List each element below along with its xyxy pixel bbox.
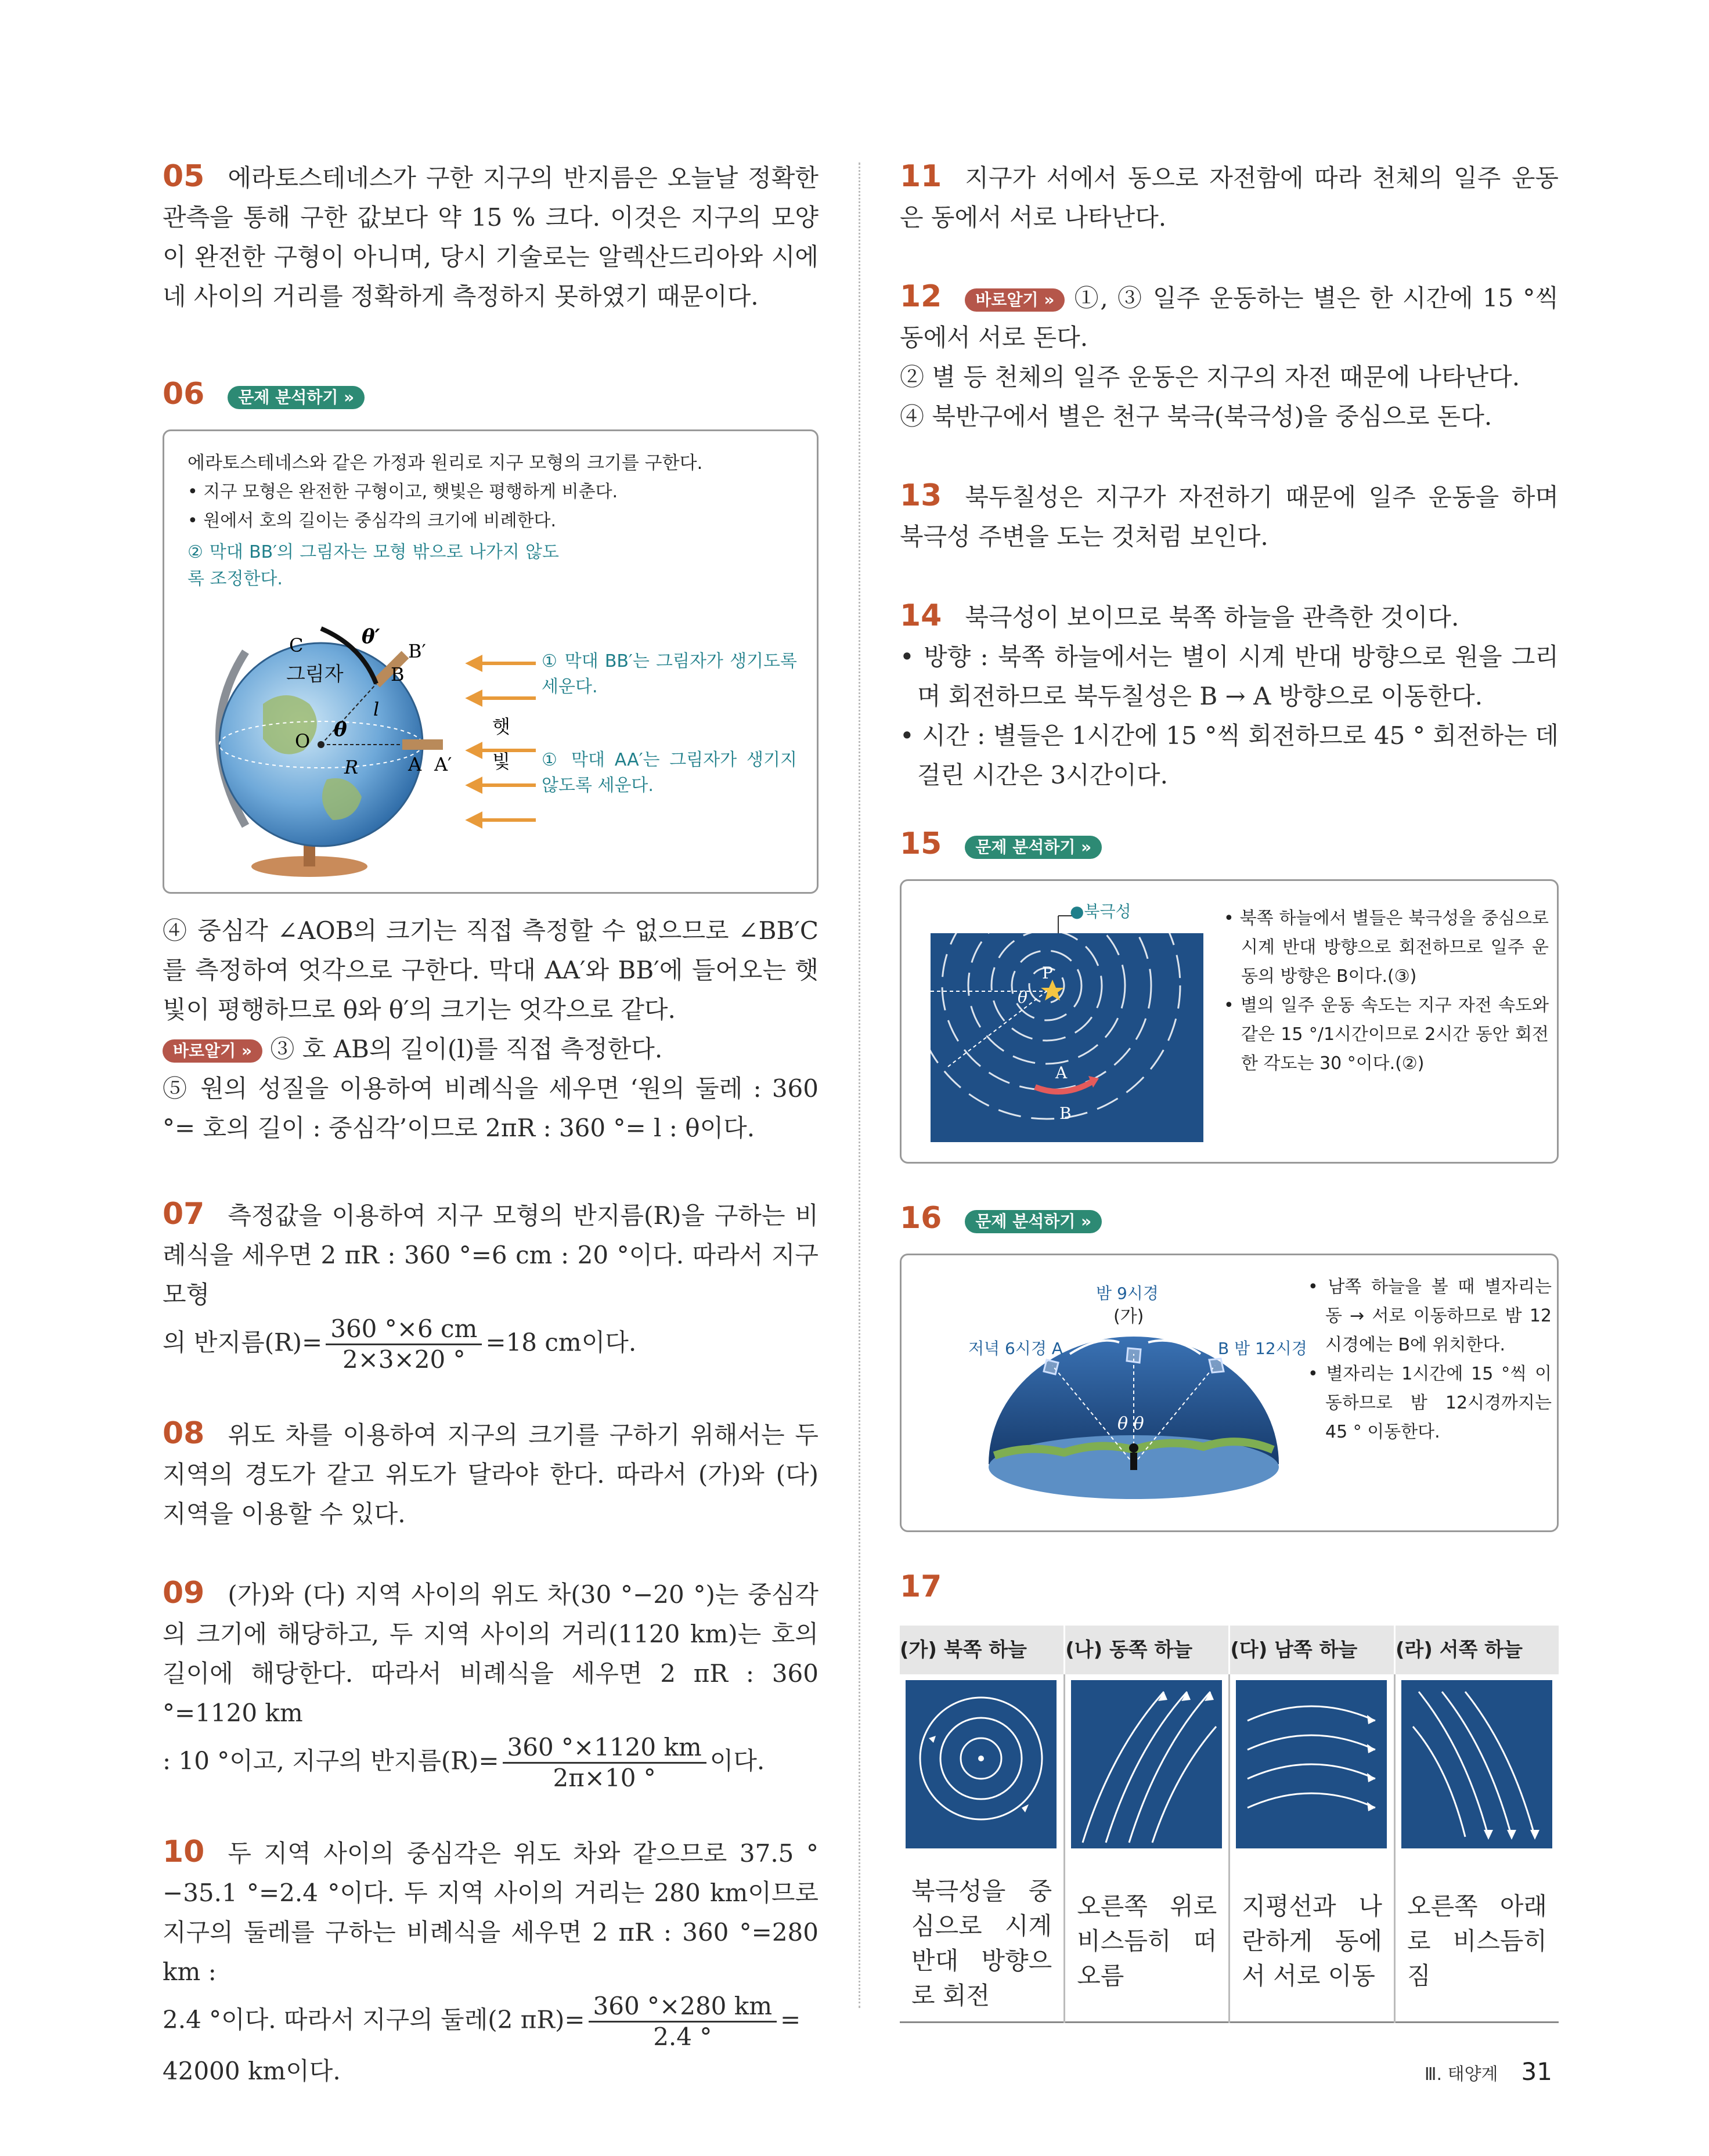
answer-text: 북두칠성은 지구가 자전하기 때문에 일주 운동을 하며 북극성 주변을 도는 것처럼 보인다. [900,483,1559,551]
label-r: R [344,756,359,778]
item-number: 15 [900,826,942,861]
table-header: (가) 북쪽 하늘 [900,1626,1065,1674]
item-number: 12 [900,279,942,314]
left-column [163,157,819,2130]
table-header: (라) 서쪽 하늘 [1395,1626,1559,1674]
desc-north: 북극성을 중심으로 시계 반대 방향으로 회전 [911,1877,1052,2010]
correction-line [163,1030,819,1069]
denominator: 2×3×20 ° [342,1345,466,1374]
box-bullet: • 원에서 호의 길이는 중심각의 크기에 비례한다. [188,511,557,531]
analysis-box [163,429,819,894]
answer-text: 지구가 서에서 동으로 자전함에 따라 천체의 일주 운동은 동에서 서로 나타난다. [900,164,1559,232]
analysis-bullet [1224,904,1549,1078]
east-star-trails [1071,1680,1222,1848]
label-p: P [1042,963,1053,983]
analysis-badge: 문제 분석하기 » [965,1210,1102,1233]
note-2: ② 막대 BB′의 그림자는 모형 밖으로 나가지 않도록 조정한다. [188,542,559,589]
north-star-trails [906,1680,1057,1848]
table-header: (나) 동쪽 하늘 [1065,1626,1230,1674]
label-polaris: ●북극성 [1070,902,1131,921]
label-9pm: 밤 9시경 [1096,1284,1159,1303]
label-a-prime: A′ [434,753,452,775]
item-number: 05 [163,159,205,194]
answer-text: 측정값을 이용하여 지구 모형의 반지름(R)을 구하는 비례식을 세우면 2 πR : 360 °=6 cm : 20 °이다. 따라서 지구 모형 [163,1201,819,1309]
table-header-row [900,1626,1559,1674]
answer-11 [900,157,1559,237]
answer-10 [163,1832,819,2091]
answer-08 [163,1414,819,1534]
answer-13 [900,476,1559,557]
label-b-prime: B′ [408,640,426,662]
item-number: 10 [163,1834,205,1869]
fraction [503,1733,706,1793]
sunlight-arrows [469,658,536,826]
analysis-box [900,879,1559,1164]
formula-prefix: 2.4 °이다. 따라서 지구의 둘레(2 πR)= [163,2005,585,2034]
table-header: (다) 남쪽 하늘 [1230,1626,1395,1674]
label-theta-prime: θ′ [362,625,380,648]
label-theta: θ [334,718,347,741]
answer-06 [163,374,819,1148]
label-c: C [289,634,304,656]
answer-12 [900,277,1559,436]
note-1a: ① 막대 BB′는 그림자가 생기도록 세운다. [542,651,797,697]
answer-text: 두 지역 사이의 중심각은 위도 차와 같으므로 37.5 °−35.1 °=2.4 °이다. 두 지역 사이의 거리는 280 km이므로 지구의 둘레를 구하는 비례식을 세우면 2 πR : 360 °=280 km : [163,1839,819,1986]
answer-17 [900,1567,1559,2023]
west-star-trails [1401,1680,1552,1848]
formula-suffix: =18 cm이다. [485,1328,637,1357]
fraction [326,1314,482,1374]
fraction [589,1992,777,2052]
label-a: A [408,753,422,775]
analysis-badge: 문제 분석하기 » [965,836,1102,859]
answer-text: 북극성이 보이므로 북쪽 하늘을 관측한 것이다. [965,603,1459,631]
correction-badge: 바로알기 » [163,1039,262,1063]
formula-prefix: : 10 °이고, 지구의 반지름(R)= [163,1746,499,1775]
label-ga: (가) [1113,1306,1144,1327]
label-sun: 햇 [492,716,510,738]
label-a: A [1055,1063,1068,1082]
bullet-speed: • 별의 일주 운동 속도는 지구 자전 속도와 같은 15 °/1시간이므로 2시간 동안 회전한 각도는 30 °이다.(②) [1224,995,1549,1074]
item-number: 16 [900,1201,942,1236]
label-shadow: 그림자 [286,663,344,686]
item-number: 17 [900,1569,942,1604]
formula-suffix: = [780,2005,801,2034]
bullet-direction: • 남쪽 하늘을 볼 때 별자리는 동 → 서로 이동하므로 밤 12시경에는 B에 위치한다. [1308,1277,1552,1355]
item-number: 08 [163,1416,205,1451]
answer-15 [900,824,1559,1164]
column-divider [859,162,860,2008]
label-theta: θ [1018,988,1027,1007]
item-number: 06 [163,377,205,411]
desc-west: 오른쪽 아래로 비스듬히 짐 [1395,1866,1559,2023]
answer-line: ①, ③ 일주 운동하는 별은 한 시간에 15 °씩 동에서 서로 돈다. [900,284,1559,352]
table-row-desc [900,1866,1559,2023]
desc-east: 오른쪽 위로 비스듬히 떠오름 [1065,1866,1230,2023]
answer-05 [163,157,819,316]
numerator: 360 °×1120 km [503,1733,706,1764]
label-6pm: 저녁 6시경 A [968,1339,1063,1358]
answer-text: 위도 차를 이용하여 지구의 크기를 구하기 위해서는 두 지역의 경도가 같고 위도가 달라야 한다. 따라서 (가)와 (다) 지역을 이용할 수 있다. [163,1421,819,1528]
analysis-badge: 문제 분석하기 » [228,386,365,409]
south-star-trails [1236,1680,1387,1848]
label-l: l [373,698,380,720]
desc-south: 지평선과 나란하게 동에서 서로 이동 [1230,1866,1395,2023]
bullet-direction: • 방향 : 북쪽 하늘에서는 별이 시계 반대 방향으로 원을 그리며 회전하므로 북두칠성은 B → A 방향으로 이동한다. [900,642,1559,710]
answer-line: ④ 북반구에서 별은 천구 북극(북극성)을 중심으로 돈다. [900,402,1492,431]
correction-text: ③ 호 AB의 길이(l)를 직접 측정한다. [262,1035,663,1063]
answer-09 [163,1573,819,1793]
formula-result: 42000 km이다. [163,2057,341,2085]
page-footer [1425,2057,1552,2086]
note-1b: ① 막대 AA′는 그림자가 생기지 않도록 세운다. [542,750,797,796]
label-b: B [1059,1104,1072,1123]
north-sky-diagram [925,893,1215,1154]
right-column [900,157,1559,2063]
label-o: O [295,730,311,752]
answer-14 [900,596,1559,795]
analysis-bullet [1308,1273,1552,1447]
answer-text: 에라토스테네스가 구한 지구의 반지름은 오늘날 정확한 관측을 통해 구한 값보다 약 15 % 크다. 이것은 지구의 모양이 완전한 구형이 아니며, 당시 기술로는 알렉산드리아와 시에네 사이의 거리를 정확하게 측정하지 못하였기 때문이다. [163,164,819,310]
bullet-direction: • 북쪽 하늘에서 별들은 북극성을 중심으로 시계 반대 방향으로 회전하므로 일주 운동의 방향은 B이다.(③) [1224,908,1549,987]
label-theta: θ θ [1117,1414,1144,1434]
answer-line: ② 별 등 천체의 일주 운동은 지구의 자전 때문에 나타난다. [900,363,1520,391]
answer-07 [163,1194,819,1374]
formula-suffix: 이다. [709,1746,765,1775]
explanation-4: ④ 중심각 ∠AOB의 크기는 직접 측정할 수 없으므로 ∠BB′C를 측정하여 엇각으로 구한다. 막대 AA′와 BB′에 들어오는 햇빛이 평행하므로 θ와 θ′의 크기는 엇각으로 같다. [163,916,819,1024]
bullet-angle: • 별자리는 1시간에 15 °씩 이동하므로 밤 12시경까지는 45 ° 이동한다. [1308,1364,1552,1442]
denominator: 2π×10 ° [553,1764,656,1792]
item-number: 13 [900,478,942,513]
denominator: 2.4 ° [653,2023,712,2051]
table-row-images [900,1674,1559,1866]
answer-16 [900,1198,1559,1532]
box-title: 에라토스테네스와 같은 가정과 원리로 지구 모형의 크기를 구한다. [188,453,703,474]
sky-table [900,1626,1559,2023]
item-number: 07 [163,1197,205,1232]
formula-prefix: 의 반지름(R)= [163,1328,323,1357]
explanation-5: ⑤ 원의 성질을 이용하여 비례식을 세우면 ‘원의 둘레 : 360 °= 호의 길이 : 중심각’이므로 2πR : 360 °= l : θ이다. [163,1074,819,1142]
analysis-box [900,1254,1559,1532]
label-12pm: B 밤 12시경 [1218,1339,1307,1358]
numerator: 360 °×6 cm [326,1314,482,1345]
correction-badge: 바로알기 » [965,288,1065,312]
label-b: B [391,663,405,685]
answer-text: (가)와 (다) 지역 사이의 위도 차(30 °−20 °)는 중심각의 크기에 해당하고, 두 지역 사이의 거리(1120 km)는 호의 길이에 해당한다. 따라서 비례식을 세우면 2 πR : 360 °=1120 km [163,1580,819,1727]
item-number: 11 [900,159,942,194]
label-light: 빛 [492,750,510,772]
section-label: Ⅲ. 태양계 [1424,2064,1498,2085]
bullet-time: • 시간 : 별들은 1시간에 15 °씩 회전하므로 45 ° 회전하는 데 걸린 시간은 3시간이다. [900,721,1559,789]
numerator: 360 °×280 km [589,1992,777,2023]
south-sky-diagram [913,1267,1308,1528]
page-number: 31 [1521,2057,1552,2086]
item-number: 09 [163,1576,205,1610]
item-number: 14 [900,598,942,633]
box-bullet: • 지구 모형은 완전한 구형이고, 햇빛은 평행하게 비춘다. [188,482,618,502]
